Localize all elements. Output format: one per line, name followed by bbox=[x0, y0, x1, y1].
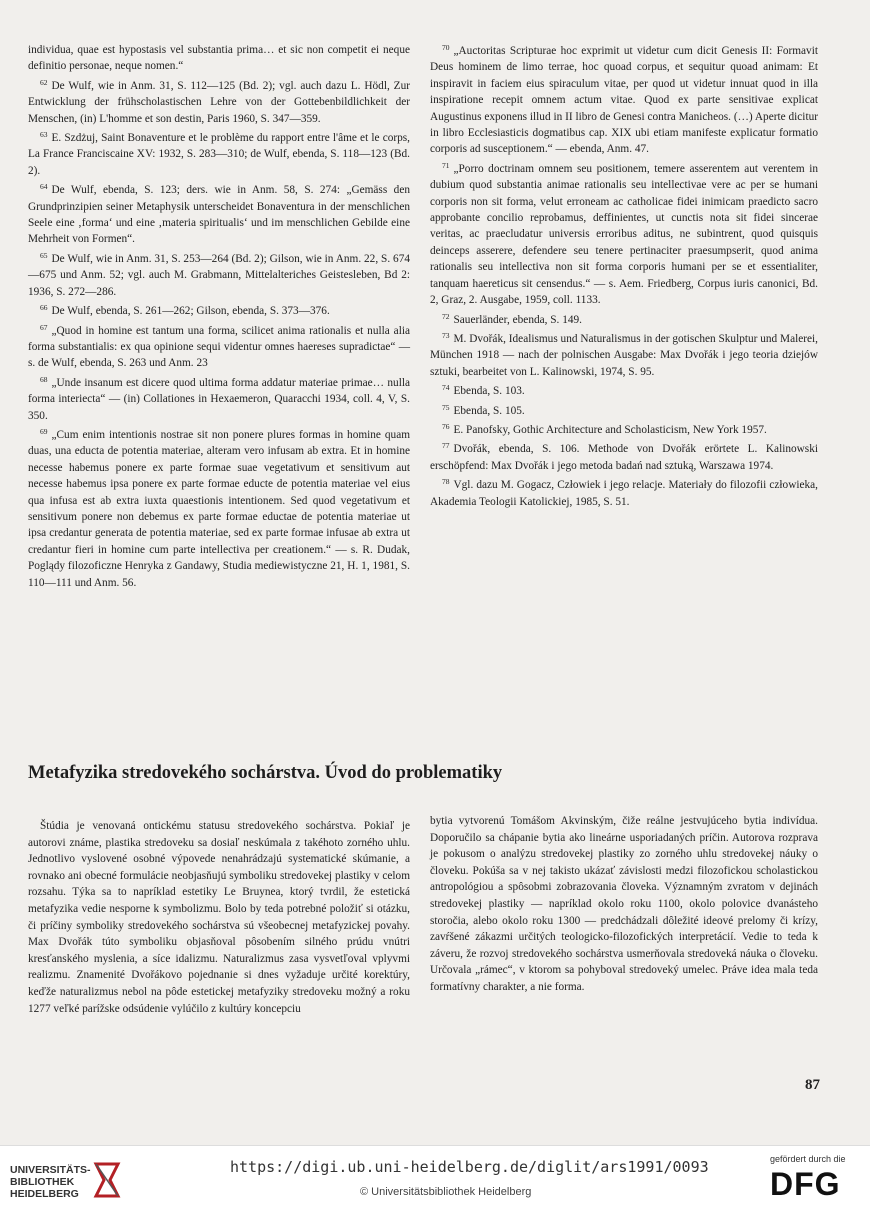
footnote-78 bbox=[430, 474, 818, 510]
footnote-text: De Wulf, ebenda, S. 261—262; Gilson, ebenda, S. 373—376. bbox=[51, 305, 330, 318]
abstract-right-column bbox=[430, 813, 818, 996]
footnote-text: E. Szdżuj, Saint Bonaventure et le problème du rapport entre l'âme et le corps, La France Franciscaine XV: 1932, S. 283—310; de Wulf, ebenda, S. 118—123 (Bd. 2). bbox=[28, 132, 410, 177]
footnote-75 bbox=[430, 400, 818, 419]
logo-line-3: HEIDELBERG bbox=[10, 1188, 79, 1200]
footnote-number: 62 bbox=[40, 77, 48, 87]
footnote-70 bbox=[430, 40, 818, 158]
footnote-text: De Wulf, ebenda, S. 123; ders. wie in Anm. 58, S. 274: „Gemäss den Grundprinzipien seiner Metaphysik unterscheidet Bonaventura in der menschlichen Seele eine ‚forma‘ und eine ‚materia spiritualis‘ und im menschlichen Gebilde eine Mehrheit von Formen“. bbox=[28, 184, 410, 246]
footnote-text: „Quod in homine est tantum una forma, scilicet anima rationalis et nulla alia forma substantialis: ex qua opinione sequi videntur omnes haereses supradictae“ — s. de Wulf, ebenda, S. 263 und Anm. 23 bbox=[28, 324, 410, 370]
abstract-paragraph-left: Štúdia je venovaná ontickému statusu stredovekého sochárstva. Pokiaľ je autorovi známe, plastika stredoveku sa dosiaľ neskúmala z takéhoto zorného uhlu. Jednotlivo vyslovené osobné výpovede nenahrádzajú systematické skúmanie, a rovnako ani obecné formulácie neobjasňujú symboliku stredovekej plastiky v celom rozsahu. Týka sa to napríklad estetiky Le Bruynea, ktorý tvrdil, že estetická metafyzika vedie nesporne k symbolizmu. Bolo by teda potrebné položiť si otázku, či príčiny symboliky stredovekého sochárstva sú všeobecnej metafyzickej povahy. Max Dvořák túto symboliku objasňoval pôsobením silného prúdu vnútri kresťanského myslenia, a síce idalizmu. Naturalizmus zasa vysvetľoval vplyvmi realizmu. Znamenité Dvořákovo pojednanie si dnes vyžaduje určité korektúry, keďže naturalizmus nebol na pôde estetickej metafyziky stredoveku možný a roku 1277 veľké parížske odsúdenie vylúčilo z kultúry koncepciu bbox=[28, 820, 410, 1015]
footnote-73 bbox=[430, 328, 818, 380]
footnotes-right-column bbox=[430, 40, 818, 510]
footnotes-left-column bbox=[28, 42, 410, 591]
footnote-text: De Wulf, wie in Anm. 31, S. 253—264 (Bd. 2); Gilson, wie in Anm. 22, S. 674—675 und Anm. 52; vgl. auch M. Grabmann, Mittelalteriches Geistesleben, Bd 2: 1936, S. 272—286. bbox=[28, 252, 410, 298]
footnote-72 bbox=[430, 309, 818, 328]
footnote-number: 63 bbox=[40, 130, 48, 140]
footnote-text: „Unde insanum est dicere quod ultima forma addatur materiae primae… nulla forma interiecta“ — (in) Collationes in Hexaemeron, Quaracchi 1934, coll. 4, V, S. 350. bbox=[28, 376, 410, 422]
abstract-left-column bbox=[28, 818, 410, 1017]
footnote-number: 75 bbox=[442, 402, 450, 412]
footnote-68 bbox=[28, 372, 410, 424]
footnote-number: 70 bbox=[442, 43, 450, 52]
footnote-text: Ebenda, S. 105. bbox=[453, 404, 525, 417]
footnote-text: „Porro doctrinam omnem seu positionem, temere asserentem aut verentem in dubium quod substantia animae rationalis seu intellectivae vere ac per se humani corporis non sit forma, velut erroneam ac catholicae fidei inimicam praedicto sacro approbante concilio reprobamus, deffinientes, ut cunctis nota sit fidei sincerae veritas, ac praecludatur universis erroribus aditus, ne subintrent, quod quisquis deinceps asserere, defendere seu tenere pertinaciter praesumpserit, quod anima rationalis seu intellectiva non sit forma corporis humani per se et essentialiter, tanquam haereticus sit censendus.“ — s. Aem. Friedberg, Corpus iuris canonici, Bd. 2, Graz, 2. Ausgabe, 1959, coll. 1133. bbox=[430, 162, 818, 307]
footnote-number: 74 bbox=[442, 383, 450, 393]
footnote-71 bbox=[430, 158, 818, 309]
footnote-text: Dvořák, ebenda, S. 106. Methode von Dvořák erörtete L. Kalinowski erschöpfend: Max Dvořák i jego metoda badań nad sztuką, Warszawa 1974. bbox=[430, 443, 818, 472]
footnote-number: 76 bbox=[442, 421, 450, 431]
footnote-64 bbox=[28, 179, 410, 248]
footnote-77 bbox=[430, 438, 818, 474]
footnote-63 bbox=[28, 127, 410, 179]
article-heading: Metafyzika stredovekého sochárstva. Úvod do problematiky bbox=[28, 763, 503, 783]
footnote-continued bbox=[28, 42, 410, 75]
footnote-number: 65 bbox=[40, 250, 48, 260]
footnote-text: Ebenda, S. 103. bbox=[453, 385, 525, 398]
footnote-66 bbox=[28, 300, 410, 319]
funded-by-label: gefördert durch die bbox=[770, 1154, 846, 1164]
copyright-notice: © Universitätsbibliothek Heidelberg bbox=[360, 1186, 532, 1198]
footnote-62 bbox=[28, 75, 410, 127]
university-library-logo[interactable] bbox=[10, 1160, 140, 1200]
footnote-number: 67 bbox=[40, 322, 48, 332]
dfg-logo[interactable] bbox=[770, 1154, 862, 1204]
footnote-text: „Cum enim intentionis nostrae sit non ponere plures formas in homine quam duas, una educta de potentia materiae, alteram vero infusam ab extra. Et in homine necesse habemus ponere ex parte formae suae vegetativum et sensitivum aut necesse habemus ipsa ponere ex parte formae educte de potentia materiae vel eius qua infusa est ab extra iuxta quaestionis intentionem. Sed quod vegetativum et sensitivum ponere non debemus ex parte formae eductae de potentia materiae ut ipsa credantur generata de potentia materiae, sed ex parte formae infusae ab extra ut credantur fieri in homine cum parte intellectiva per creationem.“ — s. R. Dudak, Poglądy filozoficzne Henryka z Gandawy, Studia mediewistyczne 21, H. 1, 1981, S. 110—111 und Anm. 56. bbox=[28, 428, 410, 589]
footnote-text: De Wulf, wie in Anm. 31, S. 112—125 (Bd. 2); vgl. auch dazu L. Hödl, Zur Entwicklung der frühscholastischen Lehre von der Gottebenbildlichkeit der Menschen, (in) L'homme et son destin, Paris 1960, S. 347—359. bbox=[28, 79, 410, 125]
footnote-74 bbox=[430, 380, 818, 399]
logo-line-2: BIBLIOTHEK bbox=[10, 1176, 75, 1188]
footnote-number: 72 bbox=[442, 311, 450, 321]
abstract-paragraph-right: bytia vytvorenú Tomášom Akvinským, čiže reálne jestvujúceho bytia indivídua. Doporučilo sa chápanie bytia ako lineárne usporiadaných príčin. Autorova rozprava je pokusom o analýzu stredovekej plastiky zo zorného uhlu stredovekej náuky o človeku. Pokúša sa v nej takisto ukázať závislosti medzi filozofickou scholastickou antropológiou a spôsobmi zobrazovania človeka. Významným zvratom v dejinách stredovekej plastiky — napríklad okolo roku 1100, okolo polovice dvanásteho storočia, alebo okolo roku 1300 — predchádzali dôležité ideové prelomy či krízy, zavŕšené zákazmi určitých teologicko-filozofických interpretácií. Vedie to teda k záveru, že rozvoj stredovekého sochárstva usmerňovala stredoveká náuka o človeku. Určovala „rámec“, v ktorom sa pohyboval stredoveký umelec. Práve idea mala teda formatívny charakter, a nie forma. bbox=[430, 815, 818, 993]
footnote-text: Sauerländer, ebenda, S. 149. bbox=[453, 313, 582, 326]
footnote-text: E. Panofsky, Gothic Architecture and Scholasticism, New York 1957. bbox=[453, 423, 767, 436]
footnote-text: M. Dvořák, Idealismus und Naturalismus in der gotischen Skulptur und Malerei, München 1918 — nach der polnischen Ausgabe: Max Dvořák i jego teoria dziejów sztuki, bearbeitet von L. Kalinowski, 1974, S. 95. bbox=[430, 332, 818, 378]
footnote-text: Vgl. dazu M. Gogacz, Człowiek i jego relacje. Materiały do filozofii człowieka, Akademia Teologii Katolickiej, 1985, S. 51. bbox=[430, 479, 818, 508]
footnote-number: 64 bbox=[40, 182, 48, 192]
dfg-wordmark: DFG bbox=[770, 1166, 841, 1202]
library-footer bbox=[0, 1145, 870, 1210]
logo-line-1: UNIVERSITÄTS- bbox=[10, 1164, 91, 1176]
crest-icon bbox=[90, 1160, 124, 1200]
permalink-url[interactable]: https://digi.ub.uni-heidelberg.de/diglit/ars1991/0093 bbox=[230, 1158, 709, 1176]
footnote-number: 66 bbox=[40, 303, 48, 313]
footnote-69 bbox=[28, 424, 410, 591]
footnote-65 bbox=[28, 248, 410, 300]
footnote-text: individua, quae est hypostasis vel substantia prima… et sic non competit ei neque definitio personae, neque nomen.“ bbox=[28, 44, 410, 73]
footnote-number: 68 bbox=[40, 374, 48, 384]
footnote-67 bbox=[28, 320, 410, 372]
footnote-76 bbox=[430, 419, 818, 438]
footnote-number: 73 bbox=[442, 330, 450, 340]
page-number: 87 bbox=[805, 1077, 820, 1093]
footnote-number: 78 bbox=[442, 477, 450, 487]
footnote-number: 71 bbox=[442, 160, 450, 170]
footnote-number: 69 bbox=[40, 426, 48, 436]
footnote-number: 77 bbox=[442, 441, 450, 451]
footnote-text: „Auctoritas Scripturae hoc exprimit ut videtur cum dicit Genesis II: Formavit Deus hominem de limo terrae, hoc quoad corpus, et sequitur quoad animam: Et inspiravit in faciem eius spiraculum vitae, per quod ut videtur innuat quod in illa inspiratione recepit omnem actum vitae. Quod ex parte sensitivae explicat Augustinus exponens illud in II libro de Genesi contra Manicheos. (…) Aperte dicitur in libro Ecclesiasticis dogmatibus cap. XIX ubi etiam manifeste explicatur formatio corporis ad susceptionem.“ — ebenda, Anm. 47. bbox=[430, 45, 818, 156]
